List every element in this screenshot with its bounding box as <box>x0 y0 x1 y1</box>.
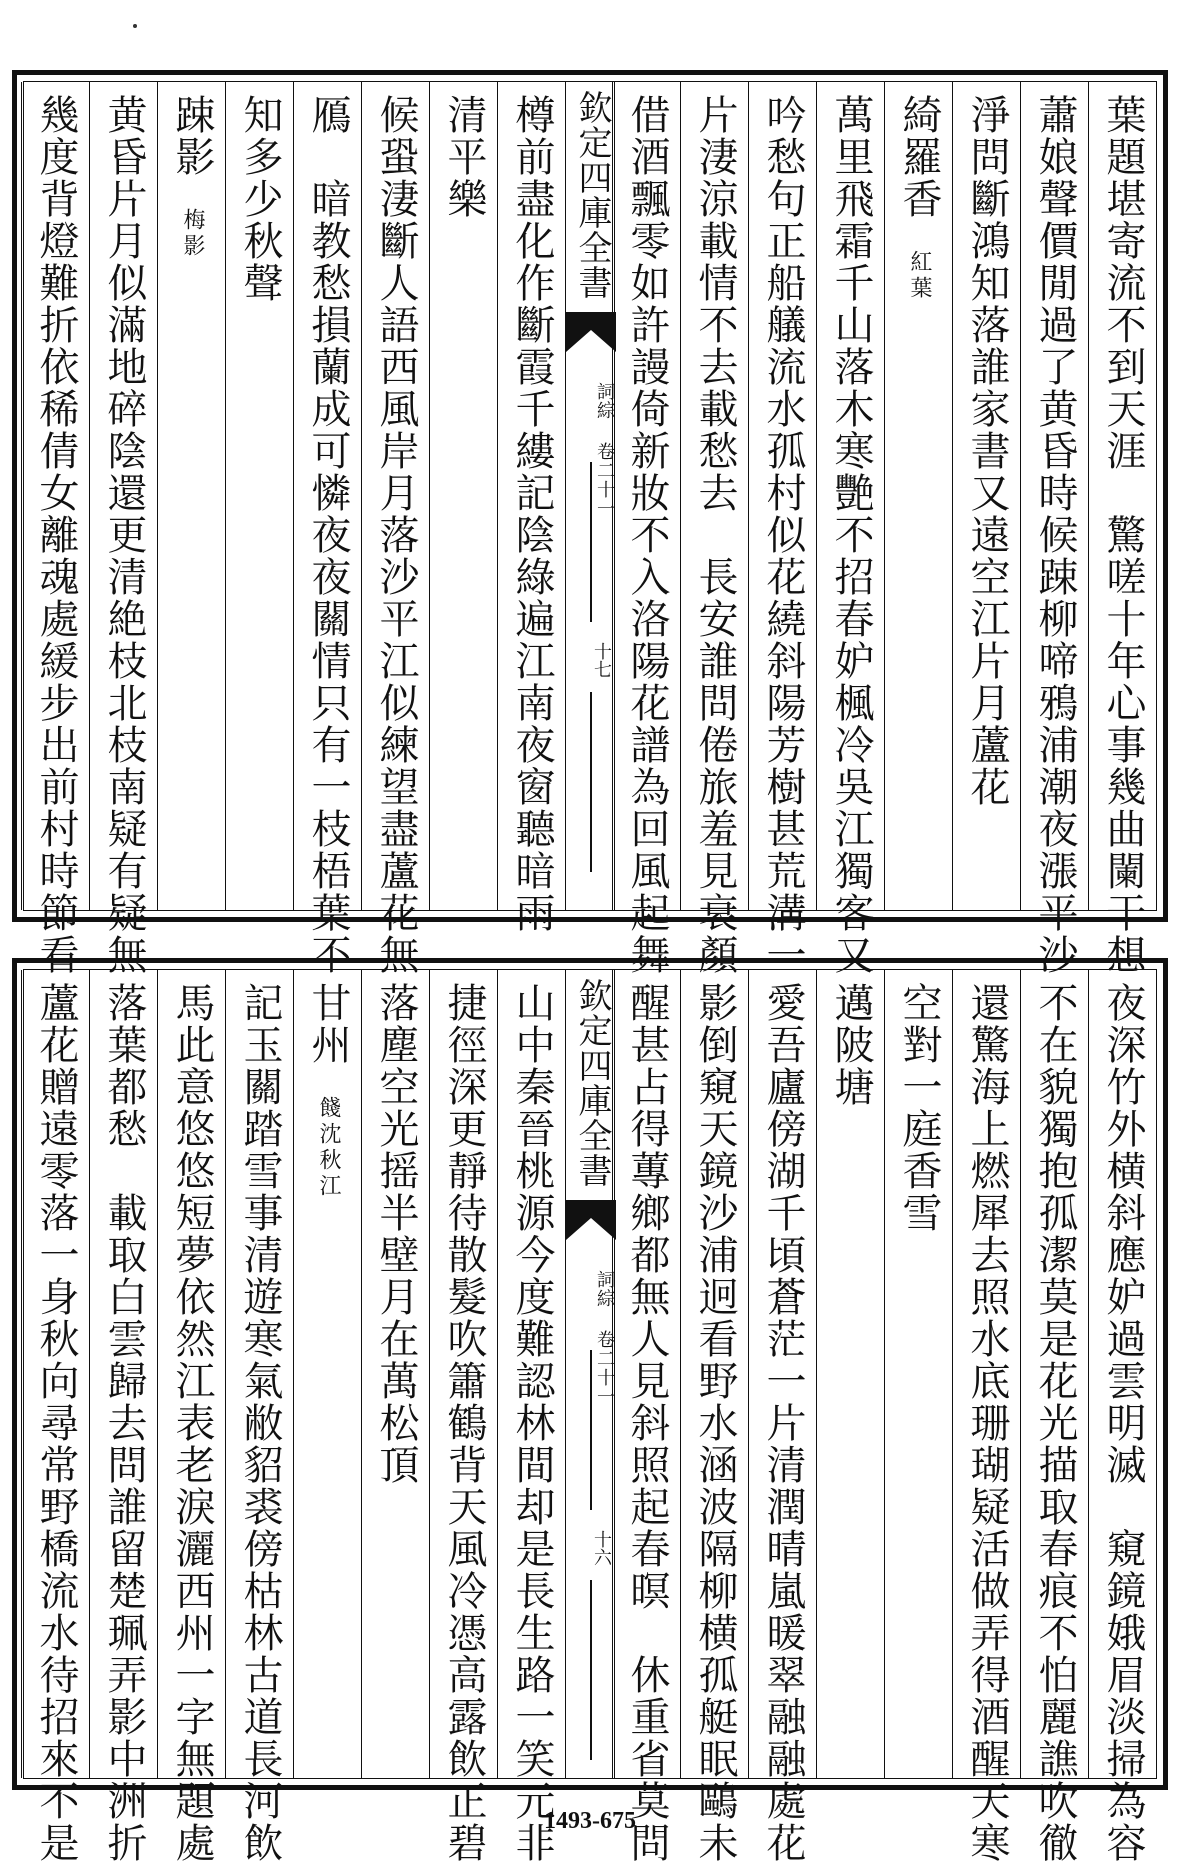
column-text <box>90 94 157 976</box>
text-column <box>157 970 225 1864</box>
text-column <box>1020 970 1088 1864</box>
verse-text: 落塵空光摇半壁月在萬松頂 <box>373 982 419 1486</box>
text-column <box>293 82 361 976</box>
speck-mark <box>133 24 137 28</box>
verse-text: 吟愁句正船艤流水孤村似花繞斜陽芳樹甚荒溝一 <box>760 94 806 976</box>
text-column <box>748 970 816 1864</box>
verse-text: 夜深竹外横斜應妒過雲明滅 窺鏡娥眉淡掃為容 <box>1100 982 1146 1864</box>
text-column <box>1020 82 1088 976</box>
text-column <box>497 970 565 1864</box>
text-column <box>361 82 429 976</box>
verse-text: 蕭娘聲價閒過了黄昏時候踈柳啼鴉浦潮夜漲平沙 <box>1032 94 1078 976</box>
column-text <box>498 94 565 934</box>
small-note: 梅影 <box>180 208 205 260</box>
verse-text: 記玉關踏雪事清遊寒氣敝貂裘傍枯林古道長河飲 <box>237 982 283 1864</box>
text-column <box>497 82 565 934</box>
verse-text: 捷徑深更靜待散髮吹簫鶴背天風冷憑高露飲正碧 <box>441 982 487 1864</box>
column-text <box>1021 94 1088 976</box>
verse-text: 借酒飄零如許謾倚新妝不入洛陽花譜為回風起舞 <box>624 94 670 976</box>
column-text <box>362 982 429 1486</box>
text-column <box>612 82 680 976</box>
column-text <box>22 982 89 1864</box>
text-column <box>680 82 748 976</box>
column-text <box>817 94 884 976</box>
verse-text: 候蛩淒斷人語西風岸月落沙平江似練望盡蘆花無 <box>373 94 419 976</box>
verse-text: 山中秦晉桃源今度難認林間却是長生路一笑元非 <box>509 982 555 1864</box>
verse-text: 愛吾廬傍湖千頃蒼茫一片清潤晴嵐暖翠融融處花 <box>760 982 806 1864</box>
verse-text: 邁陂塘 <box>828 982 874 1108</box>
text-column <box>21 970 89 1864</box>
text-column <box>361 970 429 1778</box>
verse-text: 清平樂 <box>441 94 487 220</box>
text-column <box>952 970 1020 1864</box>
fishtail-mark-icon <box>566 312 616 352</box>
verse-text: 黄昏片月似滿地碎陰還更清絶枝北枝南疑有疑無 <box>101 94 147 976</box>
fold-line <box>590 692 592 872</box>
column-text <box>953 94 1020 808</box>
small-note: 餞沈秋江 <box>316 1096 341 1200</box>
column-text <box>885 94 952 302</box>
column-text <box>681 982 748 1864</box>
text-column <box>429 970 497 1864</box>
text-column <box>884 970 952 1778</box>
column-text <box>1089 94 1156 976</box>
verse-text: 幾度背燈難折依稀倩女離魂處緩步出前村時節看 <box>33 94 79 976</box>
volume-label: 詞綜 卷二十一 <box>594 382 615 518</box>
text-column <box>952 82 1020 910</box>
text-column <box>429 82 497 910</box>
verse-text: 落葉都愁 載取白雲歸去問誰留楚珮弄影中洲折 <box>101 982 147 1864</box>
column-text <box>90 982 157 1864</box>
text-column <box>680 970 748 1864</box>
running-title: 欽定四庫全書 <box>572 978 612 1188</box>
verse-text: 樽前盡化作斷霞千縷記陰綠遍江南夜窗聽暗雨 <box>509 94 555 934</box>
text-column <box>293 970 361 1778</box>
leaf-number: 十六 <box>591 1530 612 1566</box>
column-text <box>158 982 225 1864</box>
column-text <box>362 94 429 976</box>
column-text <box>294 94 361 976</box>
tune-title: 踈影 <box>169 94 215 178</box>
column-text <box>1021 982 1088 1864</box>
column-text <box>1089 982 1156 1864</box>
text-column <box>225 970 293 1864</box>
text-column <box>1088 82 1156 976</box>
tune-title: 綺羅香 <box>896 94 942 220</box>
column-text <box>226 94 293 304</box>
leaf-number: 十七 <box>591 642 612 678</box>
fold-line <box>590 1350 592 1510</box>
small-note: 紅葉 <box>907 250 932 302</box>
text-column <box>1088 970 1156 1864</box>
column-text <box>749 982 816 1864</box>
text-column <box>884 82 952 910</box>
fold-line <box>590 1580 592 1760</box>
text-column <box>89 82 157 976</box>
text-column <box>21 82 89 976</box>
text-column <box>748 82 816 976</box>
column-text <box>430 94 497 220</box>
top-page-frame <box>12 70 1168 976</box>
text-column <box>816 970 884 1778</box>
verse-text: 馬此意悠悠短夢依然江表老淚灑西州一字無題處 <box>169 982 215 1864</box>
verse-text: 葉題堪寄流不到天涯 驚嗟十年心事幾曲闌干想 <box>1100 94 1146 976</box>
text-column <box>225 82 293 910</box>
running-title: 欽定四庫全書 <box>572 90 612 300</box>
column-text <box>885 982 952 1234</box>
page-number: 1493-675 <box>544 1808 636 1834</box>
verse-text: 還驚海上燃犀去照水底珊瑚疑活做弄得酒醒天寒 <box>964 982 1010 1864</box>
verse-text: 鴈 暗教愁損蘭成可憐夜夜關情只有一枝梧葉不 <box>305 94 351 976</box>
column-text <box>613 94 680 976</box>
text-column <box>89 970 157 1864</box>
verse-text: 影倒窺天鏡沙浦迥看野水涵波隔柳横孤艇眠鷗未 <box>692 982 738 1864</box>
fold-line <box>590 462 592 622</box>
column-text <box>430 982 497 1864</box>
column-text <box>953 982 1020 1864</box>
fishtail-mark-icon <box>566 1200 616 1240</box>
verse-text: 萬里飛霜千山落木寒艷不招春妒楓冷吳江獨客又 <box>828 94 874 976</box>
verse-text: 空對一庭香雪 <box>896 982 942 1234</box>
column-text <box>817 982 884 1108</box>
column-text <box>22 94 89 976</box>
column-text <box>294 982 361 1200</box>
column-text <box>613 982 680 1864</box>
verse-text: 蘆花贈遠零落一身秋向尋常野橋流水待招來不是 <box>33 982 79 1864</box>
column-text <box>498 982 565 1864</box>
verse-text: 知多少秋聲 <box>237 94 283 304</box>
verse-text: 不在貌獨抱孤潔莫是花光描取春痕不怕麗譙吹徹 <box>1032 982 1078 1864</box>
text-column <box>612 970 680 1864</box>
column-text <box>749 94 816 976</box>
tune-title: 甘州 <box>305 982 351 1066</box>
text-column <box>816 82 884 976</box>
column-text <box>226 982 293 1864</box>
center-fold-strip <box>565 82 615 910</box>
column-text <box>681 94 748 976</box>
top-page-inner-border <box>23 81 1157 976</box>
column-text <box>158 94 225 260</box>
center-fold-strip <box>565 970 615 1778</box>
verse-text: 片淒涼載情不去載愁去 長安誰問倦旅羞見衰顏 <box>692 94 738 976</box>
verse-text: 淨問斷鴻知落誰家書又遠空江片月蘆花 <box>964 94 1010 808</box>
verse-text: 醒甚占得蓴鄉都無人見斜照起春暝 休重省莫問 <box>624 982 670 1864</box>
text-column <box>157 82 225 910</box>
volume-label: 詞綜 卷二十一 <box>594 1270 615 1406</box>
